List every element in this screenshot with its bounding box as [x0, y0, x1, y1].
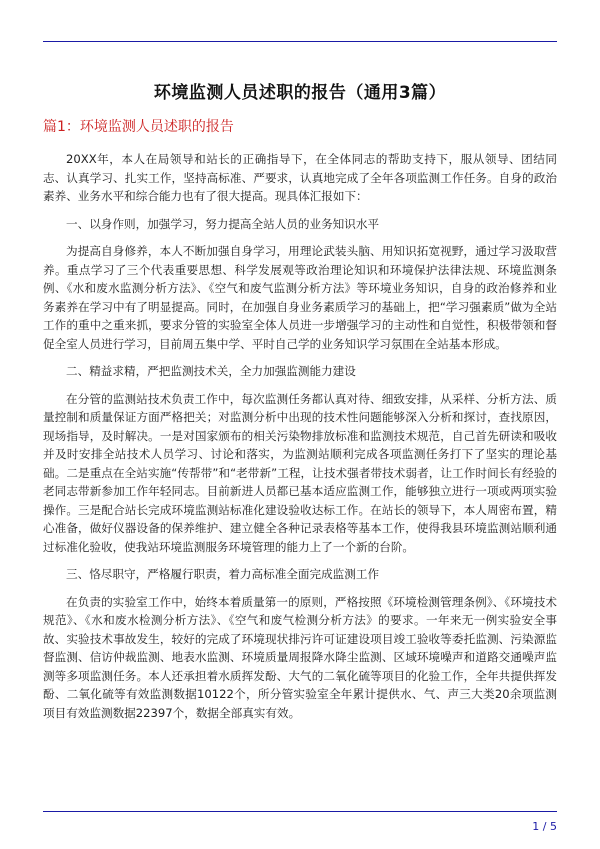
- paragraph-study: 为提高自身修养，本人不断加强自身学习，用理论武装头脑、用知识拓宽视野，通过学习汲取营养。重点学习了三个代表重要思想、科学发展观等政治理论知识和环境保护法律法规、环境监测条例、《水和废水监测分析方法》、《空气和废气监测分析方法》等环境业务知识，自身的政治修养和业务素养在学习中有了明显提高。同时，在加强自身业务素质学习的基础上，把“学习强素质”做为全站工作的重中之重来抓，要求分管的实验室全体人员进一步增强学习的主动性和自觉性，积极带领和督促全室人员进行学习，目前周五集中学、平时自己学的业务知识学习氛围在全站基本形成。: [43, 244, 557, 351]
- subheading-1: 一、以身作则，加强学习，努力提高全站人员的业务知识水平: [66, 216, 380, 231]
- paragraph-technical: 在分管的监测站技术负责工作中，每次监测任务都认真对待、细致安排，从采样、分析方法、质量控制和质量保证方面严格把关；对监测分析中出现的技术性问题能够深入分析和探讨，查找原因，现场指导，及时解决。一是对国家颁布的相关污染物排放标准和监测技术规范，自己首先研读和吸收并及时安排全站技术人员学习、讨论和落实，为监测站顺利完成各项监测任务打下了坚实的理论基础。二是重点在全站实施“传帮带”和“老带新”工程，让技术强者带技术弱者，让工作时间长有经验的老同志带新参加工作年轻同志。目前新进人员都已基本适应监测工作，能够独立进行一项或两项实验操作。三是配合站长完成环境监测站标准化建设验收达标工作。在站长的领导下，本人周密布置，精心准备，做好仪器设备的保养维护、建立健全各种记录表格等基本工作，使得我县环境监测站顺利通过标准化验收，使我站环境监测服务环境管理的能力上了一个新的台阶。: [43, 391, 557, 554]
- document-body: [43, 150, 557, 731]
- paragraph-lab-work: 在负责的实验室工作中，始终本着质量第一的原则，严格按照《环境检测管理条例》、《环境技术规范》、《水和废水检测分析方法》、《空气和废气检测分析方法》的要求。一年来无一例实验安全事故、实验技术事故发生，较好的完成了环境现状排污许可证建设项目竣工验收等委托监测、污染源监督监测、信访仲裁监测、地表水监测、环境质量周报降水降尘监测、区域环境噪声和道路交通噪声监测等多项监测任务。本人还承担着水质挥发酚、大气的二氧化硫等项目的化验工作，全年共提供挥发酚、二氧化硫等有效监测数据10122个，所分管实验室全年累计提供水、气、声三大类20余项监测项目有效监测数据22397个，数据全部真实有效。: [43, 594, 557, 720]
- section-heading: 篇1：环境监测人员述职的报告: [43, 119, 234, 135]
- subheading-3: 三、恪尽职守，严格履行职责，着力高标准全面完成监测工作: [66, 567, 380, 581]
- paragraph-intro: 20XX年，本人在局领导和站长的正确指导下，在全体同志的帮助支持下，服从领导、团结同志、认真学习、扎实工作，坚持高标准、严要求，认真地完成了全年各项监测工作任务。自身的政治素养、业务水平和综合能力也有了很大提高。现具体汇报如下：: [43, 152, 557, 203]
- footer-rule: [43, 811, 557, 812]
- document-title: 环境监测人员述职的报告（通用3篇）: [153, 83, 447, 103]
- page-number: 1 / 5: [532, 820, 557, 833]
- header-rule: [43, 41, 557, 42]
- subheading-2: 二、精益求精，严把监测技术关，全力加强监测能力建设: [66, 364, 356, 378]
